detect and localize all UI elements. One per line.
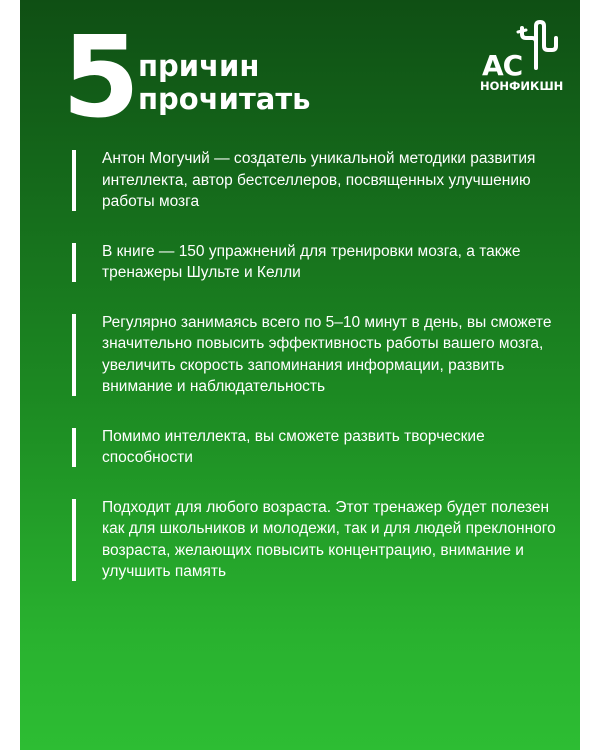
reason-item <box>72 148 572 213</box>
reason-bar <box>72 243 76 282</box>
reason-bar <box>72 150 76 211</box>
logo-mark: АС <box>482 49 523 82</box>
headline-line-2: прочитать <box>138 82 311 116</box>
headline <box>138 50 310 116</box>
reason-text: Подходит для любого возраста. Этот тренажер будет полезен как для школьников и молодежи, так и для людей преклонного возраста, желающих повысить концентрацию, внимание и улучшить память <box>102 498 556 580</box>
reason-text: В книге — 150 упражнений для тренировки мозга, а также тренажеры Шульте и Келли <box>102 242 521 281</box>
reason-item <box>72 497 572 583</box>
logo-subtitle: НОНФИКШН <box>480 79 564 93</box>
reason-item <box>72 241 572 284</box>
reason-bar <box>72 499 76 581</box>
reason-item <box>72 312 572 398</box>
reason-bar <box>72 314 76 396</box>
cactus-figure-icon <box>516 20 560 70</box>
reason-bar <box>72 428 76 467</box>
reason-item <box>72 426 572 469</box>
reason-text: Помимо интеллекта, вы сможете развить творческие способности <box>102 427 485 466</box>
reason-text: Регулярно занимаясь всего по 5–10 минут в день, вы сможете значительно повысить эффективность работы вашего мозга, увеличить скорость запоминания информации, развить внимание и наблюдательность <box>102 313 552 395</box>
promo-card <box>20 0 580 750</box>
big-number-five: 5 <box>62 13 138 143</box>
headline-line-1: причин <box>138 49 260 83</box>
reasons-list <box>72 148 572 611</box>
publisher-logo <box>472 20 564 96</box>
reason-text: Антон Могучий — создатель уникальной методики развития интеллекта, автор бестселлеров, посвященных улучшению работы мозга <box>102 150 536 210</box>
